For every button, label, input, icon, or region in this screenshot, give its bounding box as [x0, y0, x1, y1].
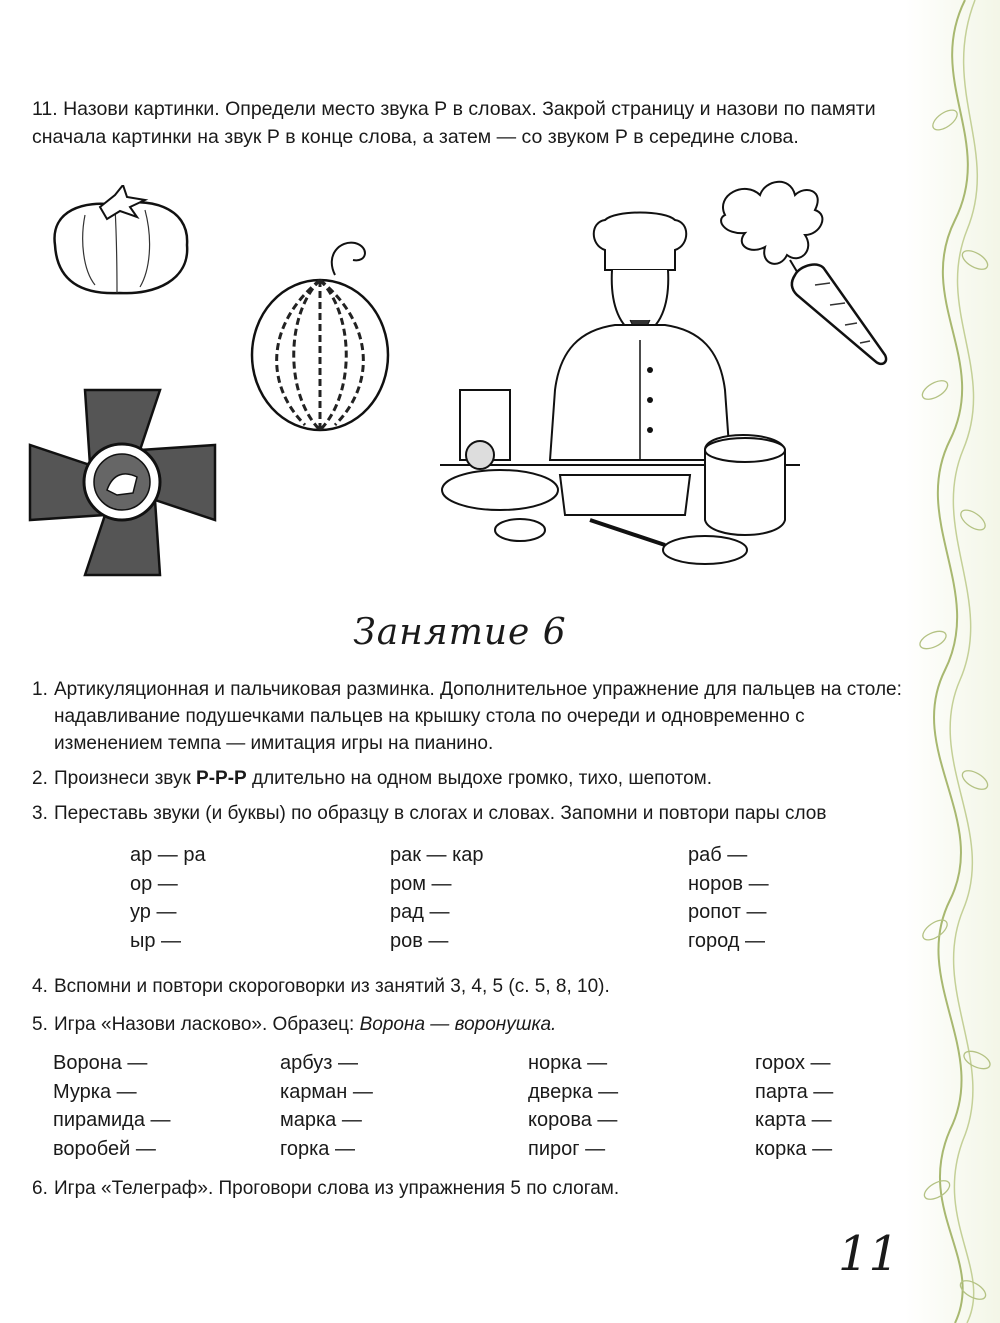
lesson-title: Занятие 6: [353, 612, 567, 653]
exercise-4: [32, 973, 912, 1000]
exercise-4-text: Вспомни и повтори скороговорки из занятий 3, 4, 5 (с. 5, 8, 10).: [54, 976, 610, 997]
exercise-5: [32, 1011, 912, 1038]
exercise-1-text: Артикуляционная и пальчиковая разминка. Дополнительное упражнение для пальцев на столе: надавливание подушечками пальцев на крышку стола по очереди и одновременно с изменением темпа — имитация игры на пианино.: [54, 679, 902, 754]
exercise-6-number: 6.: [32, 1178, 48, 1199]
word-item: карман —: [280, 1080, 373, 1103]
pairs-column-1: [130, 841, 206, 955]
word-item: пирог —: [528, 1137, 606, 1160]
order-cross-icon: [25, 385, 220, 580]
pair-item: ар — ра: [130, 844, 206, 866]
word-item: горка —: [280, 1137, 355, 1160]
exercise-3: [32, 800, 912, 827]
pair-item: рак — кар: [390, 844, 484, 866]
exercise-2-number: 2.: [32, 768, 48, 789]
pair-item: город —: [688, 929, 766, 952]
pair-item: ор —: [130, 872, 178, 895]
pair-item: ыр —: [130, 929, 182, 952]
words-column-2: [280, 1049, 373, 1163]
exercise-2-post: длительно на одном выдохе громко, тихо, шепотом.: [246, 768, 712, 789]
words-column-3: [528, 1049, 618, 1163]
word-item: корова —: [528, 1109, 618, 1131]
exercise-3-text: Переставь звуки (и буквы) по образцу в слогах и словах. Запомни и повтори пары слов: [54, 803, 827, 824]
word-item: Мурка —: [53, 1080, 137, 1103]
exercise-2: [32, 765, 912, 792]
exercise-6: [32, 1175, 912, 1202]
word-item: норка —: [528, 1052, 608, 1074]
page-number: 11: [838, 1226, 900, 1282]
word-item: горох —: [755, 1052, 831, 1074]
word-item: Ворона —: [53, 1052, 148, 1074]
watermelon-icon: [245, 235, 395, 435]
exercise-1: [32, 676, 912, 757]
word-item: марка —: [280, 1109, 362, 1131]
word-item: карта —: [755, 1109, 832, 1131]
pair-item: ропот —: [688, 901, 767, 923]
pair-item: раб —: [688, 844, 748, 866]
word-item: воробей —: [53, 1137, 156, 1160]
pairs-column-2: [390, 841, 484, 955]
exercise-2-pre: Произнеси звук: [54, 768, 197, 789]
tomato-icon: [45, 185, 195, 300]
exercise-3-number: 3.: [32, 803, 48, 824]
exercise-1-number: 1.: [32, 679, 48, 700]
exercise-5-number: 5.: [32, 1014, 48, 1035]
exercise-6-text: Игра «Телеграф». Проговори слова из упражнения 5 по слогам.: [54, 1178, 620, 1199]
word-item: арбуз —: [280, 1052, 358, 1074]
pair-item: рад —: [390, 901, 450, 923]
exercise-5-text: [54, 1011, 912, 1038]
exercise-11-number: 11.: [32, 98, 58, 120]
exercise-2-sound: Р-Р-Р: [196, 768, 247, 789]
exercise-4-number: 4.: [32, 976, 48, 997]
word-item: дверка —: [528, 1080, 619, 1103]
exercise-11-text: [32, 95, 912, 151]
carrot-icon: [705, 175, 895, 370]
words-column-1: [53, 1049, 171, 1163]
exercise-5-pre: Игра «Назови ласково». Образец:: [54, 1014, 360, 1035]
word-item: пирамида —: [53, 1109, 171, 1131]
exercise-2-text: [54, 765, 912, 792]
vine-ornament-icon: [905, 0, 1000, 1323]
word-item: корка —: [755, 1137, 833, 1160]
pairs-column-3: [688, 841, 769, 955]
word-item: парта —: [755, 1080, 834, 1103]
pair-item: ров —: [390, 929, 449, 952]
pair-item: ром —: [390, 872, 452, 895]
pair-item: ур —: [130, 901, 177, 923]
words-column-4: [755, 1049, 833, 1163]
exercise-11-body: Назови картинки. Определи место звука Р в словах. Закрой страницу и назови по памяти сначала картинки на звук Р в конце слова, а затем — со звуком Р в середине слова.: [32, 98, 876, 148]
pair-item: норов —: [688, 872, 769, 895]
exercise-5-example: Ворона — воронушка.: [359, 1014, 557, 1035]
decorative-border: [905, 0, 1000, 1323]
